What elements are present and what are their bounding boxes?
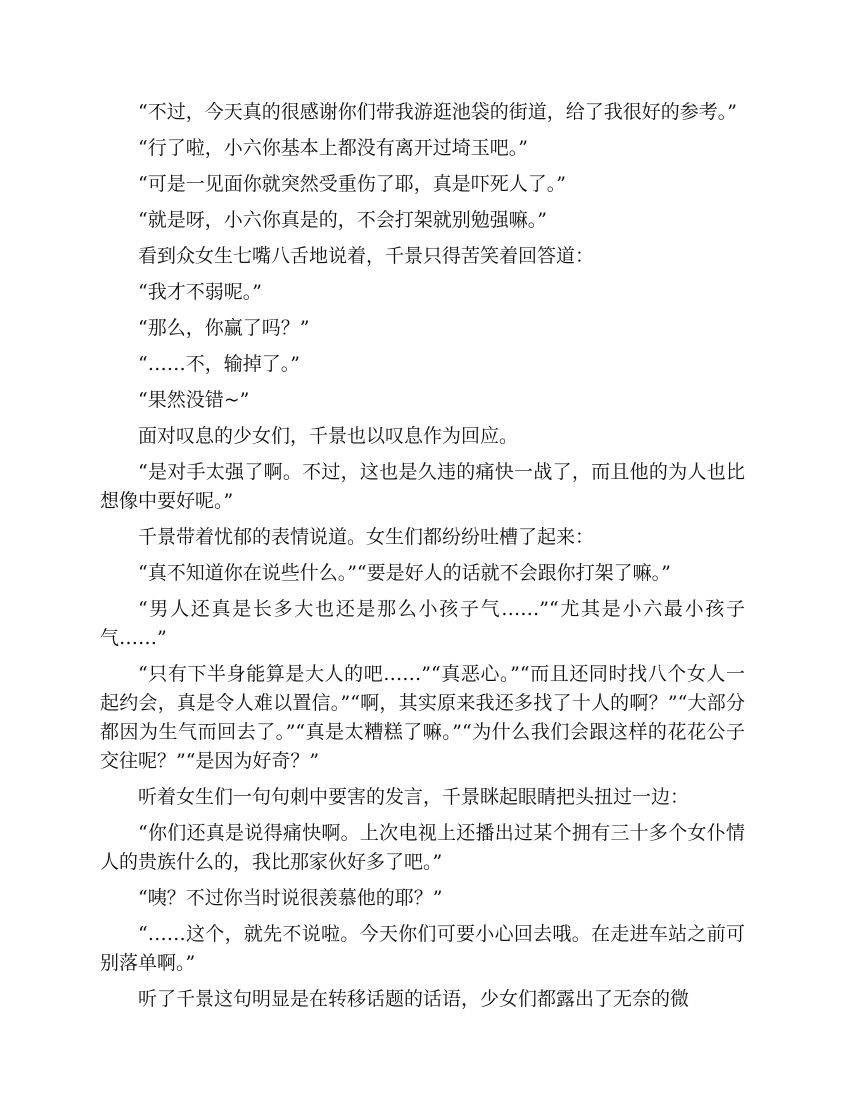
paragraph: 面对叹息的少女们，千景也以叹息作为回应。: [138, 425, 519, 447]
paragraph: “男人还真是长多大也还是那么小孩子气……”“尤其是小六最小孩子气……”: [100, 598, 745, 649]
paragraph: 千景带着忧郁的表情说道。女生们都纷纷吐槽了起来：: [138, 526, 595, 548]
paragraph: 看到众女生七嘴八舌地说着，千景只得苦笑着回答道：: [138, 245, 595, 267]
paragraph: “可是一见面你就突然受重伤了耶，真是吓死人了。”: [138, 173, 566, 195]
paragraph: 听了千景这句明显是在转移话题的话语，少女们都露出了无奈的微: [138, 988, 690, 1010]
document-page: [100, 98, 745, 1021]
paragraph: 听着女生们一句句刺中要害的发言，千景眯起眼睛把头扭过一边：: [138, 786, 690, 808]
paragraph: “就是呀，小六你真是的，不会打架就别勉强嘛。”: [138, 209, 547, 231]
paragraph: “……不，输掉了。”: [138, 353, 300, 375]
paragraph: “行了啦，小六你基本上都没有离开过埼玉吧。”: [138, 137, 528, 159]
paragraph: “……这个，就先不说啦。今天你们可要小心回去哦。在走进车站之前可别落单啊。”: [100, 923, 745, 974]
paragraph: “你们还真是说得痛快啊。上次电视上还播出过某个拥有三十多个女仆情人的贵族什么的，我比那家伙好多了吧。”: [100, 822, 745, 873]
paragraph: “只有下半身能算是大人的吧……”“真恶心。”“而且还同时找八个女人一起约会，真是令人难以置信。”“啊，其实原来我还多找了十人的啊？”“大部分都因为生气而回去了。”“真是太糟糕了嘛。”“为什么我们会跟这样的花花公子交往呢？”“是因为好奇？”: [100, 663, 745, 772]
paragraph: “是对手太强了啊。不过，这也是久违的痛快一战了，而且他的为人也比想像中要好呢。”: [100, 461, 745, 512]
paragraph: “果然没错~”: [138, 389, 250, 411]
paragraph: “真不知道你在说些什么。”“要是好人的话就不会跟你打架了嘛。”: [138, 562, 671, 584]
paragraph: “我才不弱呢。”: [138, 281, 262, 303]
paragraph: “不过，今天真的很感谢你们带我游逛池袋的街道，给了我很好的参考。”: [138, 101, 737, 123]
paragraph: “那么，你赢了吗？”: [138, 317, 310, 339]
paragraph: “咦？不过你当时说很羡慕他的耶？”: [138, 887, 443, 909]
